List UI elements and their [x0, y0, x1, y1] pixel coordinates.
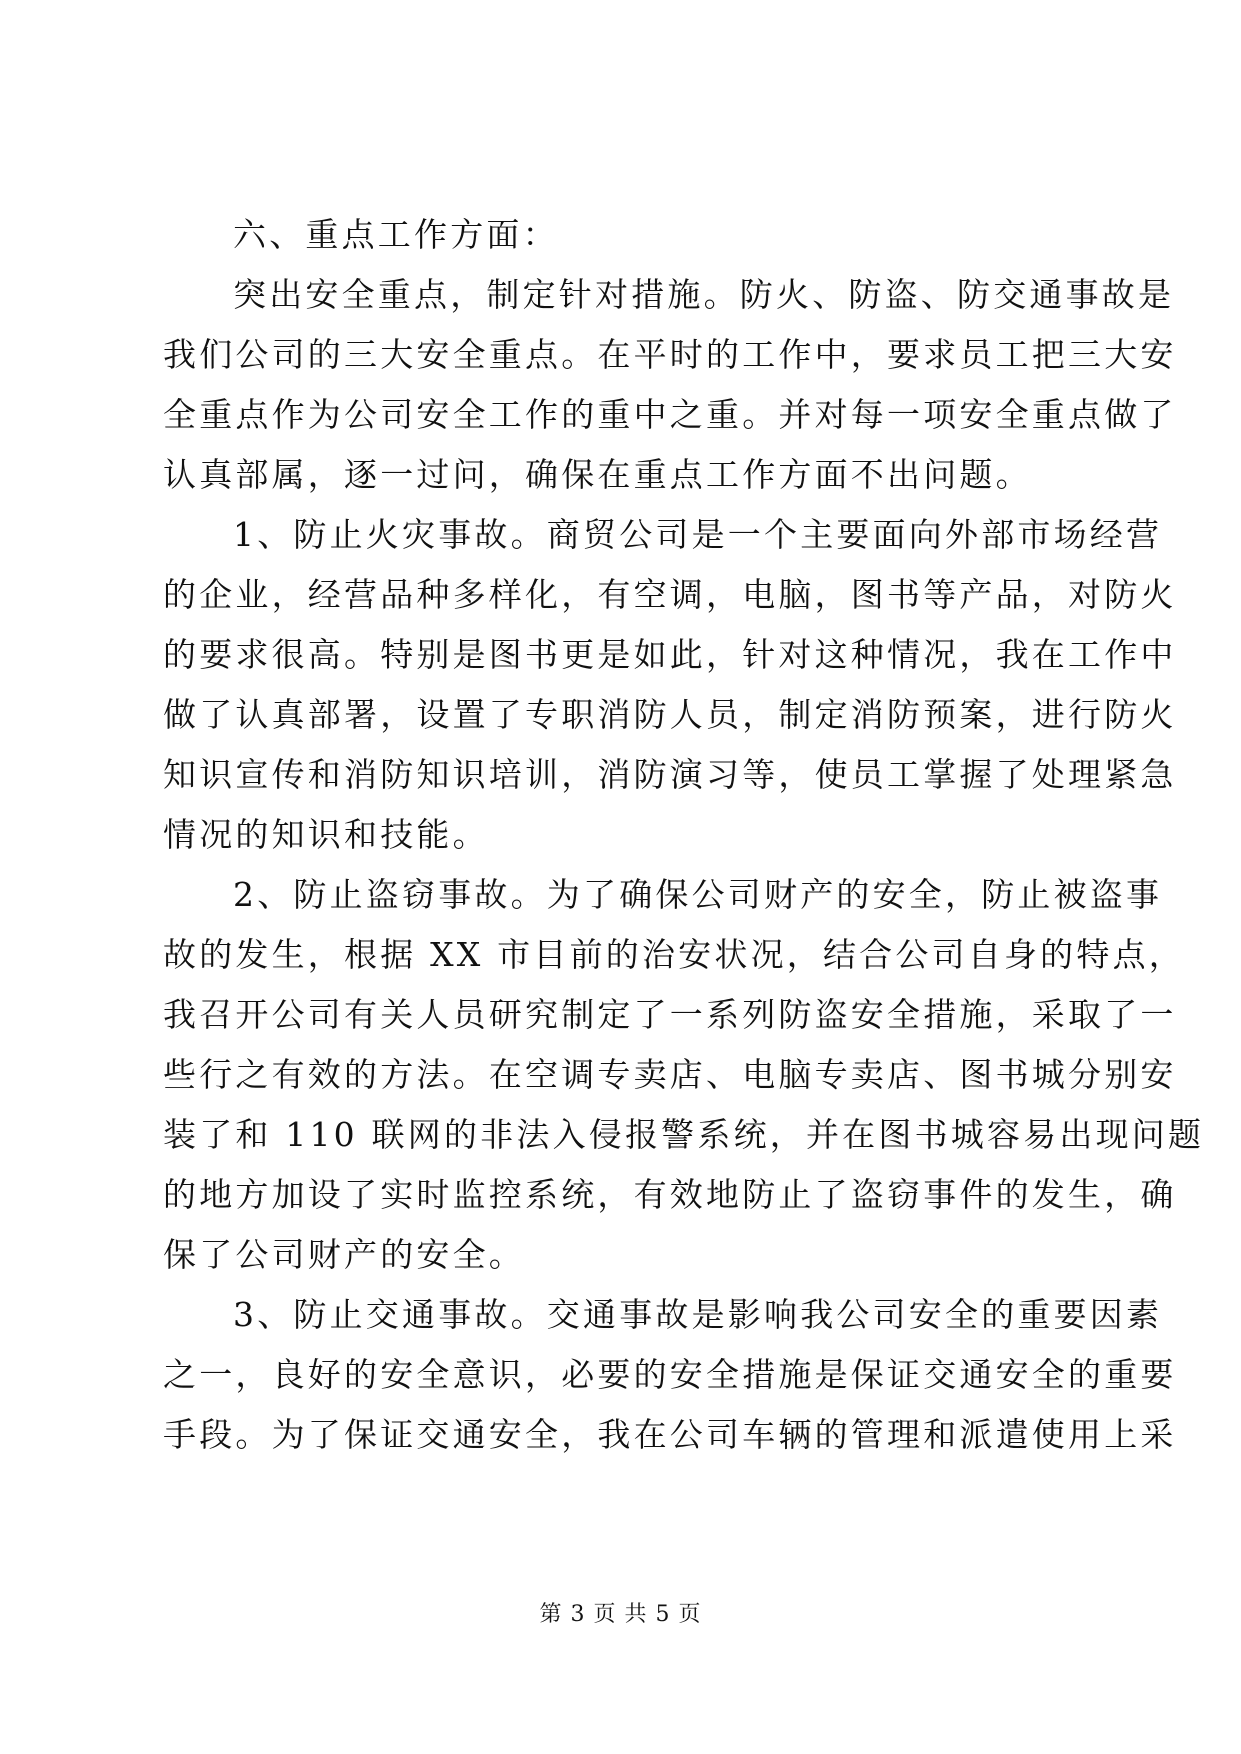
- text-line: 故的发生，根据 XX 市目前的治安状况，结合公司自身的特点，: [163, 935, 1185, 974]
- text-line: 的企业，经营品种多样化，有空调，电脑，图书等产品，对防火: [163, 575, 1177, 614]
- text-line: 突出安全重点，制定针对措施。防火、防盗、防交通事故是: [233, 275, 1175, 314]
- body-text: [163, 205, 1205, 1465]
- text-line: 我召开公司有关人员研究制定了一系列防盗安全措施，采取了一: [163, 995, 1177, 1034]
- text-line: 六、重点工作方面：: [233, 215, 559, 254]
- page-number: 第 3 页 共 5 页: [539, 1602, 702, 1627]
- text-line: 的地方加设了实时监控系统，有效地防止了盗窃事件的发生，确: [163, 1175, 1177, 1214]
- text-line: 装了和 110 联网的非法入侵报警系统，并在图书城容易出现问题: [163, 1115, 1205, 1154]
- text-line: 情况的知识和技能。: [163, 815, 489, 854]
- text-line: 之一，良好的安全意识，必要的安全措施是保证交通安全的重要: [163, 1355, 1177, 1394]
- text-line: 3、防止交通事故。交通事故是影响我公司安全的重要因素: [233, 1295, 1163, 1334]
- text-line: 手段。为了保证交通安全，我在公司车辆的管理和派遣使用上采: [163, 1415, 1177, 1454]
- text-line: 1、防止火灾事故。商贸公司是一个主要面向外部市场经营: [233, 515, 1163, 554]
- text-line: 认真部属，逐一过问，确保在重点工作方面不出问题。: [163, 455, 1032, 494]
- text-line: 知识宣传和消防知识培训，消防演习等，使员工掌握了处理紧急: [163, 755, 1177, 794]
- text-line: 些行之有效的方法。在空调专卖店、电脑专卖店、图书城分别安: [163, 1055, 1177, 1094]
- text-line: 做了认真部署，设置了专职消防人员，制定消防预案，进行防火: [163, 695, 1177, 734]
- text-line: 全重点作为公司安全工作的重中之重。并对每一项安全重点做了: [163, 395, 1177, 434]
- text-line: 保了公司财产的安全。: [163, 1235, 525, 1274]
- text-line: 的要求很高。特别是图书更是如此，针对这种情况，我在工作中: [163, 635, 1177, 674]
- text-line: 2、防止盗窃事故。为了确保公司财产的安全，防止被盗事: [233, 875, 1163, 914]
- page-footer: [0, 1600, 1241, 1630]
- text-line: 我们公司的三大安全重点。在平时的工作中，要求员工把三大安: [163, 335, 1177, 374]
